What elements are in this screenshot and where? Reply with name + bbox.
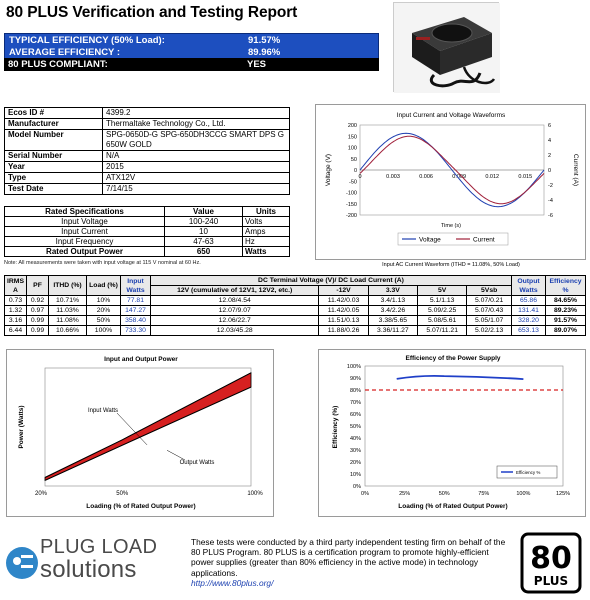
compliant-row bbox=[4, 58, 379, 71]
logo-text-line1: PLUG LOAD bbox=[40, 536, 158, 558]
load-test-table bbox=[4, 275, 586, 336]
spec-name: Rated Output Power bbox=[5, 247, 165, 257]
badge-word: PLUS bbox=[533, 574, 569, 588]
cell-load: 100% bbox=[87, 326, 121, 336]
output-watts-pointer bbox=[167, 450, 185, 460]
cell-ithd: 11.08% bbox=[49, 316, 87, 326]
efficiency-y-tick: 50% bbox=[349, 424, 361, 430]
output-watts-annotation: Output Watts bbox=[179, 460, 215, 466]
cell-v5sb: 5.02/2.13 bbox=[467, 326, 512, 336]
cell-efficiency: 89.07% bbox=[546, 326, 586, 336]
efficiency-y-tick: 30% bbox=[349, 448, 361, 454]
waveform-caption: Input AC Current Waveform (ITHD = 11.08%, 50% Load) bbox=[382, 262, 520, 268]
spec-name: Input Voltage bbox=[5, 217, 165, 227]
left-tick-label: 0 bbox=[353, 168, 357, 174]
typical-efficiency-row bbox=[5, 35, 378, 47]
info-row bbox=[5, 162, 290, 173]
header-ithd: ITHD (%) bbox=[49, 276, 87, 296]
efficiency-ylabel: Efficiency (%) bbox=[332, 405, 339, 449]
x-tick-label: 0.015 bbox=[518, 174, 533, 180]
logo-text-line2: solutions bbox=[40, 556, 137, 583]
right-tick-label: -6 bbox=[548, 213, 553, 219]
power-ylabel: Power (Watts) bbox=[18, 405, 25, 449]
cell-efficiency: 84.65% bbox=[546, 296, 586, 306]
cell-load: 20% bbox=[87, 306, 121, 316]
waveform-ylabel-right: Current (A) bbox=[572, 153, 579, 187]
cell-input-watts: 358.40 bbox=[121, 316, 151, 326]
header-12v: 12V (cumulative of 12V1, 12V2, etc.) bbox=[151, 286, 319, 296]
cell-pf: 0.97 bbox=[27, 306, 49, 316]
cell-v3-3: 3.36/11.27 bbox=[368, 326, 417, 336]
cell-pf: 0.99 bbox=[27, 326, 49, 336]
spec-value: 100-240 bbox=[165, 217, 243, 227]
spec-value: 650 bbox=[165, 247, 243, 257]
power-chart-svg bbox=[7, 350, 275, 518]
spec-value: 47-63 bbox=[165, 237, 243, 247]
waveform-title: Input Current and Voltage Waveforms bbox=[396, 112, 506, 119]
cell-v5sb: 5.07/0.21 bbox=[467, 296, 512, 306]
cell-v12: 12.06/22.7 bbox=[151, 316, 319, 326]
info-value: N/A bbox=[103, 151, 290, 162]
spec-unit: Watts bbox=[243, 247, 290, 257]
left-tick-label: 200 bbox=[347, 123, 357, 129]
power-supply-image bbox=[394, 3, 500, 93]
info-value: ATX12V bbox=[103, 173, 290, 184]
power-chart-title: Input and Output Power bbox=[104, 356, 178, 363]
typical-efficiency-label: TYPICAL EFFICIENCY (50% Load): bbox=[9, 35, 165, 46]
spec-unit: Volts bbox=[243, 217, 290, 227]
cell-input-watts: 733.30 bbox=[121, 326, 151, 336]
typical-efficiency-value: 91.57% bbox=[248, 35, 281, 46]
power-xlabel: Loading (% of Rated Output Power) bbox=[86, 503, 196, 510]
spec-unit: Amps bbox=[243, 227, 290, 237]
right-tick-label: 2 bbox=[548, 153, 552, 159]
cell-v3-3: 3.4/2.26 bbox=[368, 306, 417, 316]
efficiency-y-tick: 80% bbox=[349, 388, 361, 394]
cell-v12: 12.07/9.07 bbox=[151, 306, 319, 316]
info-row bbox=[5, 108, 290, 119]
table-row bbox=[5, 306, 586, 316]
info-key: Type bbox=[5, 173, 103, 184]
badge-number: 80 bbox=[530, 541, 572, 576]
cell-pf: 0.99 bbox=[27, 316, 49, 326]
efficiency-y-tick: 0% bbox=[353, 484, 361, 490]
efficiency-x-tick: 25% bbox=[399, 491, 411, 497]
efficiency-y-tick: 20% bbox=[349, 460, 361, 466]
info-value: Thermaltake Technology Co., Ltd. bbox=[103, 119, 290, 130]
header-pf: PF bbox=[27, 276, 49, 296]
efficiency-series-line bbox=[397, 376, 524, 379]
left-tick-label: -150 bbox=[345, 201, 357, 208]
cell-irms: 1.32 bbox=[5, 306, 27, 316]
left-tick-label: 100 bbox=[347, 145, 357, 152]
cell-input-watts: 77.81 bbox=[121, 296, 151, 306]
efficiency-chart-title: Efficiency of the Power Supply bbox=[405, 355, 501, 362]
left-tick-label: -100 bbox=[345, 190, 357, 197]
info-key: Model Number bbox=[5, 130, 103, 151]
spec-row bbox=[5, 247, 290, 257]
info-value: 7/14/15 bbox=[103, 184, 290, 195]
cell-load: 50% bbox=[87, 316, 121, 326]
footer-link[interactable]: http://www.80plus.org/ bbox=[191, 577, 274, 588]
spec-row bbox=[5, 237, 290, 247]
cell-load: 10% bbox=[87, 296, 121, 306]
power-x-tick: 50% bbox=[116, 491, 129, 497]
product-info-table bbox=[4, 107, 290, 195]
legend-voltage-label: Voltage bbox=[419, 236, 441, 244]
info-key: Manufacturer bbox=[5, 119, 103, 130]
power-chart bbox=[6, 349, 274, 517]
compliant-label: 80 PLUS COMPLIANT: bbox=[8, 59, 108, 70]
average-efficiency-label: AVERAGE EFFICIENCY : bbox=[9, 47, 121, 58]
waveform-xlabel: Time (s) bbox=[441, 223, 461, 229]
header-output-watts: Output Watts bbox=[512, 276, 546, 296]
cell-v12: 12.03/45.28 bbox=[151, 326, 319, 336]
x-tick-label: 0.006 bbox=[419, 174, 433, 180]
spec-header-name: Rated Specifications bbox=[5, 207, 165, 217]
right-tick-label: 0 bbox=[548, 168, 552, 174]
efficiency-chart bbox=[318, 349, 586, 517]
table-row bbox=[5, 296, 586, 306]
table-row bbox=[5, 326, 586, 336]
left-tick-label: 50 bbox=[350, 156, 357, 163]
spec-unit: Hz bbox=[243, 237, 290, 247]
header-5v: 5V bbox=[418, 286, 467, 296]
header-5vsb: 5Vsb bbox=[467, 286, 512, 296]
info-value: SPG-0650D-G SPG-650DH3CCG SMART DPS G 650W GOLD bbox=[103, 130, 290, 151]
x-tick-label: 0.012 bbox=[485, 174, 500, 180]
legend-current-label: Current bbox=[473, 236, 495, 244]
header-load: Load (%) bbox=[87, 276, 121, 296]
plug-load-logo-icon bbox=[4, 541, 40, 585]
right-tick-label: -4 bbox=[548, 198, 553, 204]
cell-v3-3: 3.38/5.65 bbox=[368, 316, 417, 326]
cell-v-minus12: 11.42/0.05 bbox=[319, 306, 368, 316]
info-row bbox=[5, 184, 290, 195]
cell-v5: 5.08/5.61 bbox=[418, 316, 467, 326]
cell-v5sb: 5.05/1.07 bbox=[467, 316, 512, 326]
measurement-note: Note: All measurements were taken with input voltage at 115 V nominal at 60 Hz. bbox=[4, 260, 201, 266]
output-watts-line bbox=[45, 387, 251, 480]
right-tick-label: 6 bbox=[548, 123, 552, 129]
spec-name: Input Frequency bbox=[5, 237, 165, 247]
cell-v5: 5.09/2.25 bbox=[418, 306, 467, 316]
waveform-chart bbox=[315, 104, 586, 260]
cell-v5: 5.1/1.13 bbox=[418, 296, 467, 306]
info-key: Year bbox=[5, 162, 103, 173]
cell-irms: 6.44 bbox=[5, 326, 27, 336]
cell-efficiency: 89.23% bbox=[546, 306, 586, 316]
power-x-tick: 100% bbox=[247, 491, 263, 497]
header-efficiency: Efficiency % bbox=[546, 276, 586, 296]
efficiency-x-tick: 50% bbox=[438, 491, 450, 497]
spec-name: Input Current bbox=[5, 227, 165, 237]
efficiency-y-tick: 60% bbox=[349, 412, 361, 418]
spec-header-units: Units bbox=[243, 207, 290, 217]
efficiency-y-tick: 90% bbox=[349, 376, 361, 382]
x-tick-label: 0.003 bbox=[386, 174, 400, 180]
spec-row bbox=[5, 217, 290, 227]
left-tick-label: -200 bbox=[345, 213, 357, 219]
footer-disclaimer-text: These tests were conducted by a third party independent testing firm on behalf of the 80 PLUS Program. 80 PLUS is a certification program to promote highly-efficient power supplies (greater than 80% efficiency in the active mode) in technology applications. bbox=[191, 537, 506, 578]
header-input-watts: Input Watts bbox=[121, 276, 151, 296]
efficiency-legend-label: Efficiency % bbox=[516, 470, 541, 475]
cell-v-minus12: 11.42/0.03 bbox=[319, 296, 368, 306]
cell-output-watts: 328.20 bbox=[512, 316, 546, 326]
x-tick-label: 0 bbox=[358, 174, 362, 180]
cell-v3-3: 3.4/1.13 bbox=[368, 296, 417, 306]
info-value: 4399.2 bbox=[103, 108, 290, 119]
table-row bbox=[5, 316, 586, 326]
x-tick-label: 0.009 bbox=[452, 174, 467, 180]
cell-output-watts: 653.13 bbox=[512, 326, 546, 336]
input-watts-annotation: Input Watts bbox=[87, 408, 119, 414]
left-tick-label: -50 bbox=[349, 179, 357, 186]
input-watts-line bbox=[45, 373, 251, 478]
cell-efficiency: 91.57% bbox=[546, 316, 586, 326]
spec-row bbox=[5, 227, 290, 237]
efficiency-x-tick: 0% bbox=[361, 491, 369, 497]
product-photo bbox=[393, 2, 499, 92]
average-efficiency-value: 89.96% bbox=[248, 47, 281, 58]
info-row bbox=[5, 130, 290, 151]
cell-output-watts: 131.41 bbox=[512, 306, 546, 316]
cell-v-minus12: 11.88/0.26 bbox=[319, 326, 368, 336]
efficiency-y-tick: 40% bbox=[349, 436, 361, 442]
cell-ithd: 10.71% bbox=[49, 296, 87, 306]
right-tick-label: 4 bbox=[548, 138, 552, 144]
spec-value: 10 bbox=[165, 227, 243, 237]
cell-irms: 0.73 bbox=[5, 296, 27, 306]
cell-ithd: 11.03% bbox=[49, 306, 87, 316]
cell-v5: 5.07/11.21 bbox=[418, 326, 467, 336]
info-row bbox=[5, 119, 290, 130]
efficiency-y-tick: 10% bbox=[349, 472, 361, 478]
efficiency-xlabel: Loading (% of Rated Output Power) bbox=[398, 503, 508, 510]
report-title: 80 PLUS Verification and Testing Report bbox=[6, 4, 298, 21]
spec-header-value: Value bbox=[165, 207, 243, 217]
info-row bbox=[5, 173, 290, 184]
compliant-value: YES bbox=[247, 59, 267, 70]
efficiency-x-tick: 125% bbox=[555, 491, 571, 497]
rated-specifications-table bbox=[4, 206, 290, 257]
footer-disclaimer bbox=[191, 537, 511, 588]
cell-ithd: 10.66% bbox=[49, 326, 87, 336]
header-dc-terminal: DC Terminal Voltage (V)/ DC Load Current (A) bbox=[151, 276, 512, 286]
cell-v-minus12: 11.51/0.13 bbox=[319, 316, 368, 326]
waveform-ylabel-left: Voltage (V) bbox=[325, 153, 332, 187]
cell-v12: 12.08/4.54 bbox=[151, 296, 319, 306]
80-plus-badge bbox=[520, 532, 582, 594]
left-tick-label: 150 bbox=[347, 134, 357, 141]
cell-pf: 0.92 bbox=[27, 296, 49, 306]
cell-output-watts: 65.86 bbox=[512, 296, 546, 306]
efficiency-y-tick: 70% bbox=[349, 400, 361, 406]
header-irms: IRMS A bbox=[5, 276, 27, 296]
header-minus-12v: -12V bbox=[319, 286, 368, 296]
right-tick-label: -2 bbox=[548, 183, 553, 189]
efficiency-x-tick: 75% bbox=[478, 491, 490, 497]
info-key: Test Date bbox=[5, 184, 103, 195]
info-key: Ecos ID # bbox=[5, 108, 103, 119]
power-x-tick: 20% bbox=[34, 491, 48, 497]
info-value: 2015 bbox=[103, 162, 290, 173]
header-3-3v: 3.3V bbox=[368, 286, 417, 296]
info-key: Serial Number bbox=[5, 151, 103, 162]
cell-v5sb: 5.07/0.43 bbox=[467, 306, 512, 316]
cell-irms: 3.16 bbox=[5, 316, 27, 326]
cell-input-watts: 147.27 bbox=[121, 306, 151, 316]
efficiency-y-tick: 100% bbox=[346, 364, 361, 370]
efficiency-chart-svg bbox=[319, 350, 587, 518]
waveform-svg bbox=[316, 105, 587, 261]
efficiency-x-tick: 100% bbox=[516, 491, 531, 497]
info-row bbox=[5, 151, 290, 162]
